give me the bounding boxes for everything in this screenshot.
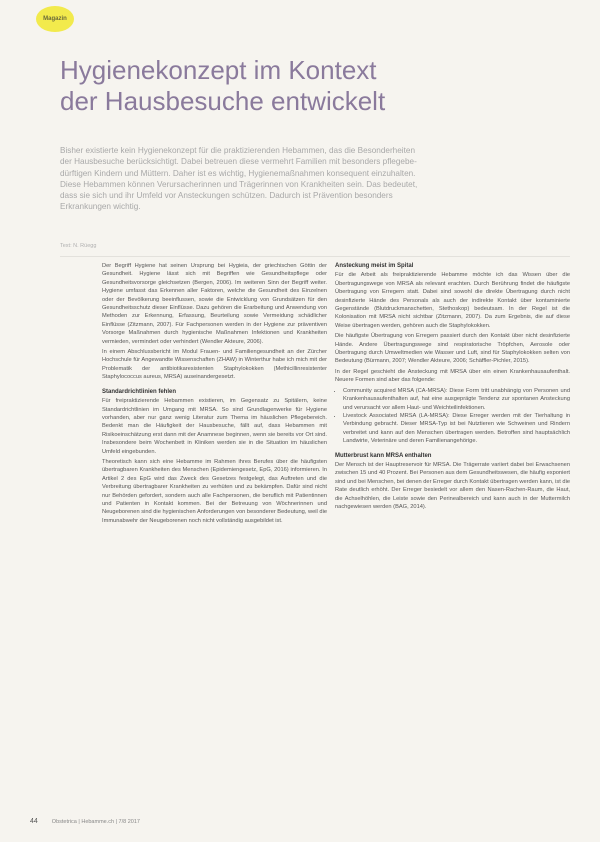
lead-line: dürftigen Kindern und Müttern. Daher ist es wichtig, Hygienemaßnahmen konsequent einzuhalten. [60,168,416,178]
body-paragraph: In einem Abschlussbericht im Modul Frauen- und Familiengesundheit an der Zürcher Hochschule für Angewandte Wissenschaften (ZHAW) in Winterthur habe ich mich mit der Problematik der antibiotikaresistenten Staphylokokken (Methicillinresistenter Staphylococcus aureus, MRSA) auseinandergesetzt. [102,349,327,381]
section-heading: Mutterbrust kann MRSA enthalten [335,452,432,459]
lead-line: Bisher existierte kein Hygienekonzept für die praktizierenden Hebammen, das die Besonderheiten [60,146,415,155]
article-title [60,55,580,117]
body-paragraph: In der Regel geschieht die Ansteckung mit MRSA über ein einen Krankenhausaufenthalt. Neuere Formen sind aber das folgende: [335,368,570,384]
left-column [102,262,327,527]
lead-line: Diese Hebammen können Verursacherinnen und Trägerinnen von Krankheiten sein. Das bedeutet, [60,179,418,189]
body-paragraph: Der Mensch ist der Hauptreservoir für MRSA. Die Trägerrate variiert dabei bei Erwachsenen zwischen 15 und 40 Prozent. Bei Personen aus dem Gesundheitswesen, die häufig exponiert sind und bei Menschen, bei denen der Erreger durch Kontakt übertragen werden kann, ist die Rate deutlich erhöht. Der Erreger besiedelt vor allem den Nasen-Rachen-Raum, die Haut, die Achselhöhlen, die Leiste sowie den Perinealbereich und kann auch in der Muttermilch nachgewiesen werden (BAG, 2014). [335,461,570,510]
divider [60,256,570,257]
article-lead [60,145,570,213]
body-paragraph: Theoretisch kann sich eine Hebamme im Rahmen ihres Berufes über die häufigsten übertragbaren Krankheiten des Menschen (Epidemiengesetz, EpG, 2016) informieren. In Artikel 2 des EpG wird das Zweck des Gesetzes festgelegt, das Auftreten und die Verbreitung übertragbarer Krankheiten zu verhüten und zu bekämpfen. Dafür sind nicht nur Behörden gefordert, sondern auch alle Fachpersonen, die beruflich mit Patientinnen und Patienten in Kontakt kommen. Bei der Betreuung von Wöchnerinnen und Neugeborenen sind die hygienischen Anforderungen von besonderer Bedeutung, weil die Immunabwehr der Neugeborenen noch nicht vollständig ausgebildet ist. [102,458,327,524]
section-heading: Standardrichtlinien fehlen [102,388,177,395]
body-paragraph: Für die Arbeit als freipraktizierende Hebamme möchte ich das Wissen über die Übertragungswege von MRSA als relevant erachten. Durch Berührung findet die häufigste Übertragung von Erregern statt. Dabei sind sowohl die direkte Übertragung durch nicht desinfizierte Hände des Personals als auch der indirekte Kontakt über kontaminierte Gegenstände (Blutdruckmanschetten, Stethoskop) bedeutsam. In der Regel ist die Kolonisation mit MRSA nicht sichtbar (Zitzmann, 2007). Da zum Ergebnis, die auf diese Weise übertragen werden, gehören auch die Staphylokokken. [335,272,570,329]
page-footer [30,818,570,825]
title-line: der Hausbesuche entwickelt [60,86,386,116]
page-number: 44 [30,818,38,825]
section-tag [36,6,74,32]
body-paragraph: Die häufigste Übertragung von Erregern passiert durch den Kontakt über nicht desinfizierte Hände. Andere Übertragungswege sind respiratorische Tröpfchen, Aerosole oder Übertragung durch Umweltmedien wie Wasser und Luft, sind für Staphylokokken selten von Bedeutung (Bürmann, 2007; Wendler Akteure, 2006; Schäffler-Pichler, 2015). [335,333,570,365]
lead-line: Erkrankungen wichtig. [60,202,141,212]
body-paragraph: Für freipraktizierende Hebammen existieren, im Gegensatz zu Spitälern, keine Standardrichtlinien im Umgang mit MRSA. So sind Grundlagenwerke für Hygiene vorhanden, aber nur ganz wenig Literatur zum Thema im häuslichen Pflegebereich. Bedenkt man die Häufigkeit der Hausbesuche, fällt auf, dass Hebammen mit Risikoeinschätzung erst dann mit der Anamnese beginnen, wenn sie bereits vor Ort sind. Insbesondere beim Wochenbett in Kliniken werden sie in die Situation im häuslichen Umfeld eingebunden. [102,398,327,455]
lead-line: der Hausbesuche berücksichtigt. Dabei betreuen diese vermehrt Familien mit besonders pflegebe- [60,157,417,167]
journal-info: Obstetrica | Hebamme.ch | 7/8 2017 [51,818,140,825]
title-line: Hygienekonzept im Kontext [60,55,377,85]
body-paragraph: Der Begriff Hygiene hat seinen Ursprung bei Hygieia, der griechischen Göttin der Gesundheit. Hygiene lässt sich mit Begriffen wie Gesundheitspflege oder Gesundheitsvorsorge gleichsetzen (Bergen, 2006). Im weiteren Sinn der Begriff weiter. Hygiene umfasst das Erkennen aller Faktoren, welche die Gesundheit des Einzelnen oder der Bevölkerung beeinflussen, sowie die Entwicklung von Grundsätzen für den Gesundheitsschutz dieser Einflüsse. Dazu gehören die Erarbeitung und Anwendung von Methoden zur Erkennung, Erfassung, Beurteilung sowie Vermeidung schädlicher Einflüsse (Zitzmann, 2007). Für Fachpersonen werden in der Hygiene zur präventiven Vorsorge Maßnahmen durch hygienische Maßnahmen Infektionen und Krankheiten vermieden, vermindert oder verhindert (Wendler Akteure, 2006). [102,263,327,345]
right-column [335,262,570,513]
list-item: • Livestock Associated MRSA (LA-MRSA): Diese Erreger werden mit der Tierhaltung in Verbindung gebracht. Dieser MRSA-Typ ist bei Nutztieren wie Schweinen und Rindern verbreitet und kann auf den Menschen übertragen werden. Betroffen sind hauptsächlich Landwirte, Veterinäre und deren Familienangehörige. [343,412,570,446]
list-item: • Community acquired MRSA (CA-MRSA): Diese Form tritt unabhängig von Personen und Krankenhausaufenthalten auf, hat eine ausgeprägte Tendenz zur spontanen Ansteckung und verursacht vor allem Haut- und Weichteilinfektionen. [343,387,570,412]
section-heading: Ansteckung meist im Spital [335,263,414,269]
section-tag-label: Magazin [43,16,67,22]
author-credit: Text: N. Rüegg [60,243,97,249]
bullet-list [335,387,570,446]
lead-line: dass sie sich und ihr Umfeld vor Ansteckungen schützen. Dadurch ist Prävention besonders [60,191,393,201]
